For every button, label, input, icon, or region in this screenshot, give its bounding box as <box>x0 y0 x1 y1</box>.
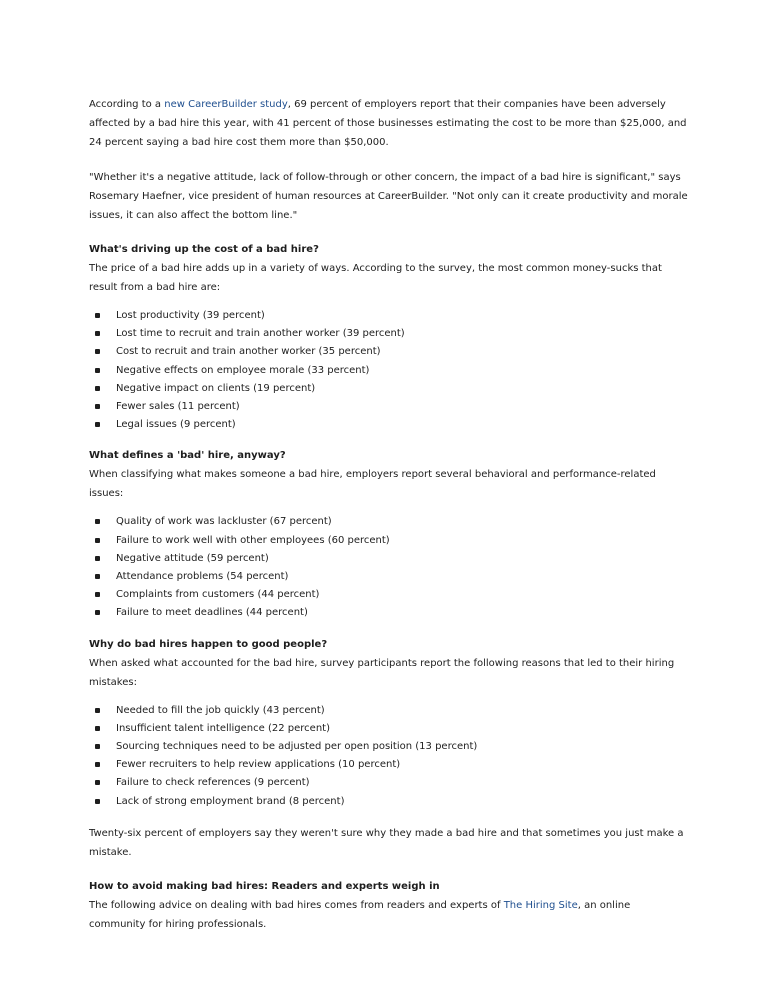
bullet-icon <box>95 574 100 579</box>
avoid-text-start: The following advice on dealing with bad hires comes from readers and experts of <box>89 899 504 911</box>
list-item: Complaints from customers (44 percent) <box>89 586 689 604</box>
bullet-icon <box>95 556 100 561</box>
bullet-icon <box>95 349 100 354</box>
section-text-defines: When classifying what makes someone a bad hire, employers report several behavioral and performance-related issues: <box>89 469 656 500</box>
bullet-icon <box>95 744 100 749</box>
section-heading-avoid: How to avoid making bad hires: Readers and experts weigh in <box>89 880 440 892</box>
bullet-icon <box>95 313 100 318</box>
list-item: Attendance problems (54 percent) <box>89 568 689 586</box>
section-text-cost: The price of a bad hire adds up in a variety of ways. According to the survey, the most common money-sucks that result from a bad hire are: <box>89 263 662 293</box>
intro-text-start: According to a <box>89 99 165 110</box>
section-text-avoid <box>89 896 689 934</box>
list-item: Negative attitude (59 percent) <box>89 550 689 568</box>
list-item: Failure to meet deadlines (44 percent) <box>89 604 689 622</box>
list-item: Quality of work was lackluster (67 percent) <box>89 513 689 531</box>
list-item: Failure to work well with other employees (60 percent) <box>89 532 689 550</box>
intro-text-end: , 69 percent of employers report that their companies have been adversely affected by a bad hire this year, with 41 percent of those businesses estimating the cost to be more than $25,000, and 24 percent saying a bad hire cost them more than $50,000. <box>89 99 687 148</box>
intro-paragraph <box>89 95 689 152</box>
list-item: Sourcing techniques need to be adjusted per open position (13 percent) <box>89 738 689 756</box>
bullet-icon <box>95 404 100 409</box>
defines-list <box>89 513 689 622</box>
list-item: Failure to check references (9 percent) <box>89 774 689 792</box>
list-item: Lost productivity (39 percent) <box>89 307 689 325</box>
list-item: Needed to fill the job quickly (43 percent) <box>89 702 689 720</box>
list-item: Lost time to recruit and train another worker (39 percent) <box>89 325 689 343</box>
list-item: Lack of strong employment brand (8 percent) <box>89 793 689 811</box>
bullet-icon <box>95 592 100 597</box>
list-item: Fewer recruiters to help review applications (10 percent) <box>89 756 689 774</box>
list-item: Negative impact on clients (19 percent) <box>89 380 689 398</box>
bullet-icon <box>95 762 100 767</box>
bullet-icon <box>95 610 100 615</box>
section-heading-why: Why do bad hires happen to good people? <box>89 638 328 650</box>
bullet-icon <box>95 780 100 785</box>
hiring-site-link[interactable]: The Hiring Site <box>503 899 578 911</box>
list-item: Cost to recruit and train another worker (35 percent) <box>89 343 689 361</box>
list-item: Insufficient talent intelligence (22 percent) <box>89 720 689 738</box>
bullet-icon <box>95 331 100 336</box>
bullet-icon <box>95 726 100 731</box>
list-item: Fewer sales (11 percent) <box>89 398 689 416</box>
quote-paragraph: "Whether it's a negative attitude, lack of follow-through or other concern, the impact of a bad hire is significant," says Rosemary Haefner, vice president of human resources at CareerBuilder. "Not only can it create productivity and morale issues, it can also affect the bottom line." <box>89 172 688 221</box>
list-item: Negative effects on employee morale (33 percent) <box>89 362 689 380</box>
cost-list <box>89 307 689 434</box>
careerbuilder-study-link[interactable]: new CareerBuilder study <box>164 99 288 110</box>
unsure-paragraph: Twenty-six percent of employers say they weren't sure why they made a bad hire and that sometimes you just make a mistake. <box>89 827 684 858</box>
section-heading-cost: What's driving up the cost of a bad hire? <box>89 244 319 255</box>
article <box>89 95 689 934</box>
bullet-icon <box>95 519 100 524</box>
list-item: Legal issues (9 percent) <box>89 416 689 434</box>
avoid-text-end: , an online community for hiring professionals. <box>89 899 631 930</box>
reasons-list <box>89 702 689 811</box>
bullet-icon <box>95 708 100 713</box>
bullet-icon <box>95 386 100 391</box>
bullet-icon <box>95 368 100 373</box>
bullet-icon <box>95 799 100 804</box>
bullet-icon <box>95 538 100 543</box>
section-text-why: When asked what accounted for the bad hire, survey participants report the following reasons that led to their hiring mistakes: <box>89 657 675 688</box>
section-heading-defines: What defines a 'bad' hire, anyway? <box>89 450 286 462</box>
bullet-icon <box>95 422 100 427</box>
